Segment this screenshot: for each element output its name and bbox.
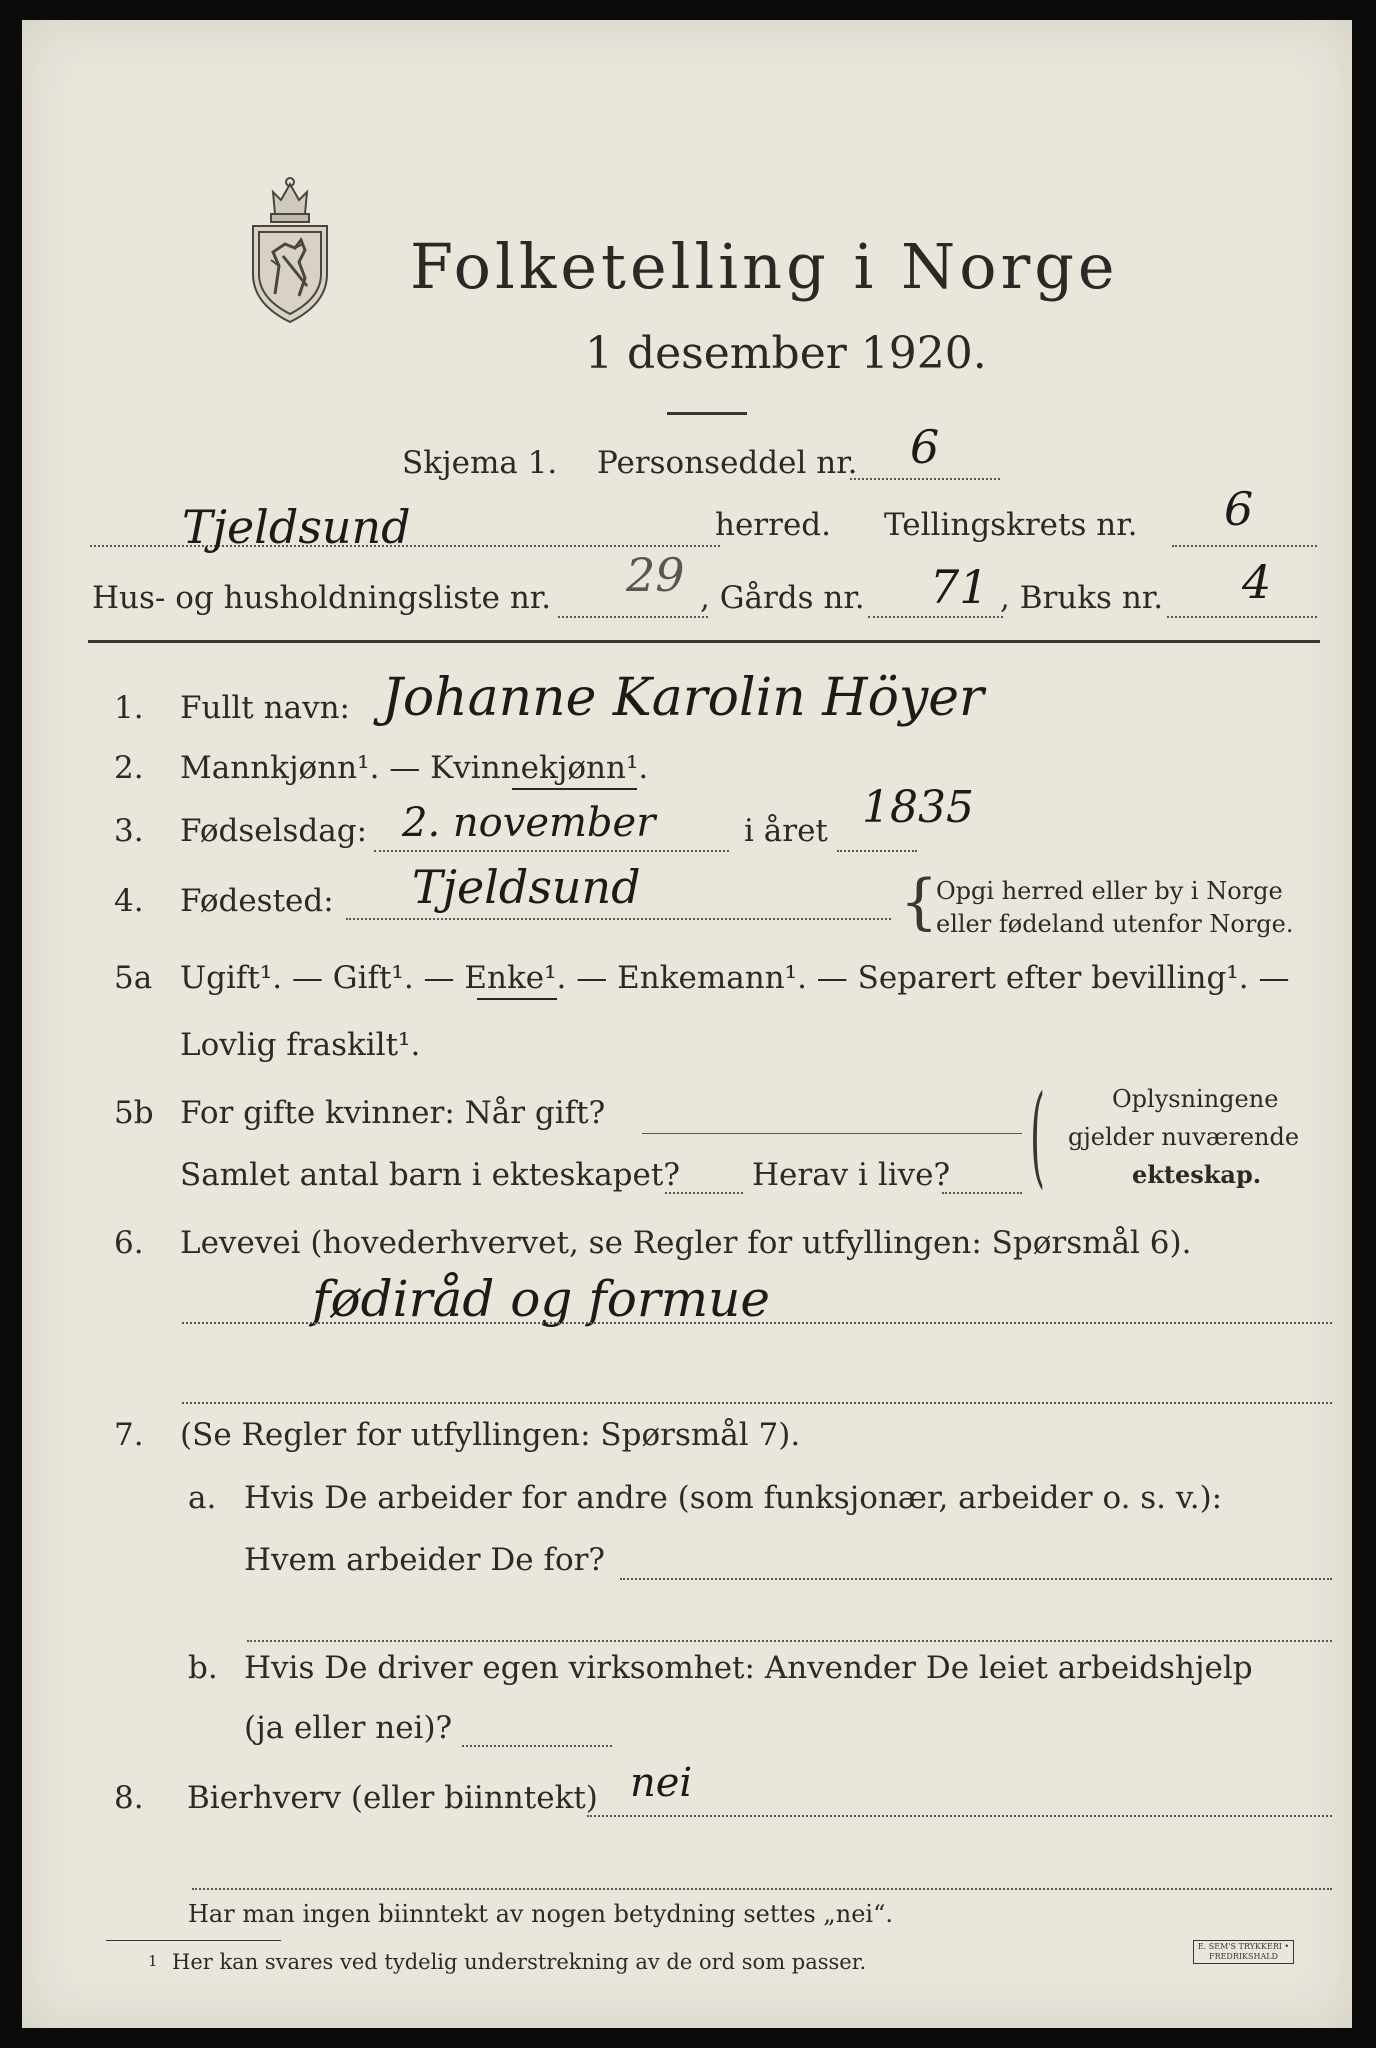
- q6-value: fødiråd og formue: [312, 1270, 770, 1328]
- q1-value: Johanne Karolin Höyer: [382, 668, 984, 728]
- q4-note-1: Opgi herred eller by i Norge: [936, 877, 1283, 905]
- q7a-number: a.: [188, 1480, 217, 1516]
- q5b-note-1: Oplysningene: [1112, 1085, 1279, 1113]
- footnote-mark: 1: [148, 1952, 158, 1970]
- bruks-value: 4: [1242, 555, 1272, 609]
- q4-brace: {: [900, 867, 939, 937]
- personseddel-value: 6: [910, 420, 940, 474]
- q3-number: 3.: [114, 813, 144, 849]
- footnote-text: Her kan svares ved tydelig understrekning av de ord som passer.: [172, 1950, 867, 1974]
- q5b-label-1: For gifte kvinner: Når gift?: [180, 1095, 606, 1131]
- coat-of-arms-icon: [245, 174, 335, 326]
- q3-year-value: 1835: [862, 782, 974, 833]
- gards-label: , Gårds nr.: [700, 580, 865, 616]
- q5b-note-3: ekteskap.: [1132, 1160, 1262, 1189]
- q6-label: Levevei (hovederhvervet, se Regler for utfyllingen: Spørsmål 6).: [180, 1225, 1192, 1261]
- hus-value: 29: [626, 548, 685, 602]
- q8-label: Bierhverv (eller biinntekt): [187, 1780, 598, 1816]
- schema-label: Skjema 1.: [402, 445, 558, 481]
- q5b-label-3: Herav i live?: [752, 1157, 951, 1193]
- personseddel-label: Personseddel nr.: [597, 445, 858, 481]
- q3-value: 2. november: [402, 800, 656, 846]
- gards-value: 71: [930, 560, 989, 614]
- q3-year-label: i året: [744, 813, 828, 849]
- form-title: Folketelling i Norge: [410, 230, 1119, 303]
- printer-stamp: E. SEM'S TRYKKERI • FREDRIKSHALD: [1193, 1940, 1294, 1964]
- form-date: 1 desember 1920.: [585, 328, 987, 379]
- bruks-label: , Bruks nr.: [1000, 580, 1164, 616]
- herred-value: Tjeldsund: [182, 500, 411, 554]
- q1-number: 1.: [114, 690, 144, 726]
- q4-number: 4.: [114, 883, 144, 919]
- q7-label: (Se Regler for utfyllingen: Spørsmål 7).: [180, 1417, 801, 1453]
- q4-value: Tjeldsund: [412, 860, 641, 914]
- footer-note: Har man ingen biinntekt av nogen betydning settes „nei“.: [188, 1900, 893, 1928]
- q2-label: Mannkjønn¹. — Kvinnekjønn¹.: [180, 750, 649, 786]
- q5b-label-2: Samlet antal barn i ekteskapet?: [180, 1157, 680, 1193]
- q7b-number: b.: [188, 1650, 218, 1686]
- q5a-line-1: Ugift¹. — Gift¹. — Enke¹. — Enkemann¹. — Separert efter bevilling¹. —: [180, 960, 1290, 996]
- q1-label: Fullt navn:: [180, 690, 350, 726]
- footnote-rule: [106, 1940, 281, 1941]
- q2-underline-kvinnekjonn: [512, 788, 637, 790]
- tellingskrets-value: 6: [1224, 482, 1254, 536]
- census-form: [22, 20, 1352, 2028]
- q8-number: 8.: [114, 1780, 144, 1816]
- q4-label: Fødested:: [180, 883, 334, 919]
- q7-number: 7.: [114, 1417, 144, 1453]
- q5a-number: 5a: [114, 960, 153, 996]
- hus-label: Hus- og husholdningsliste nr.: [92, 580, 552, 616]
- q8-value: nei: [630, 1760, 693, 1806]
- herred-label: herred.: [715, 507, 831, 543]
- q6-number: 6.: [114, 1225, 144, 1261]
- q7a-line-2: Hvem arbeider De for?: [244, 1542, 606, 1578]
- q4-note-2: eller fødeland utenfor Norge.: [936, 910, 1294, 938]
- q7a-line-1: Hvis De arbeider for andre (som funksjonær, arbeider o. s. v.):: [244, 1480, 1223, 1516]
- title-divider: [667, 412, 747, 415]
- q5b-number: 5b: [114, 1095, 154, 1131]
- q7b-line-2: (ja eller nei)?: [244, 1710, 453, 1746]
- q2-number: 2.: [114, 750, 144, 786]
- header-rule: [88, 640, 1320, 643]
- q5b-brace: (: [1030, 1071, 1046, 1199]
- q5a-underline-enke: [477, 998, 557, 1000]
- q3-label: Fødselsdag:: [180, 813, 368, 849]
- q7b-line-1: Hvis De driver egen virksomhet: Anvender De leiet arbeidshjelp: [244, 1650, 1253, 1686]
- tellingskrets-label: Tellingskrets nr.: [884, 507, 1138, 543]
- q5b-note-2: gjelder nuværende: [1068, 1123, 1300, 1151]
- q5a-line-2: Lovlig fraskilt¹.: [180, 1027, 421, 1063]
